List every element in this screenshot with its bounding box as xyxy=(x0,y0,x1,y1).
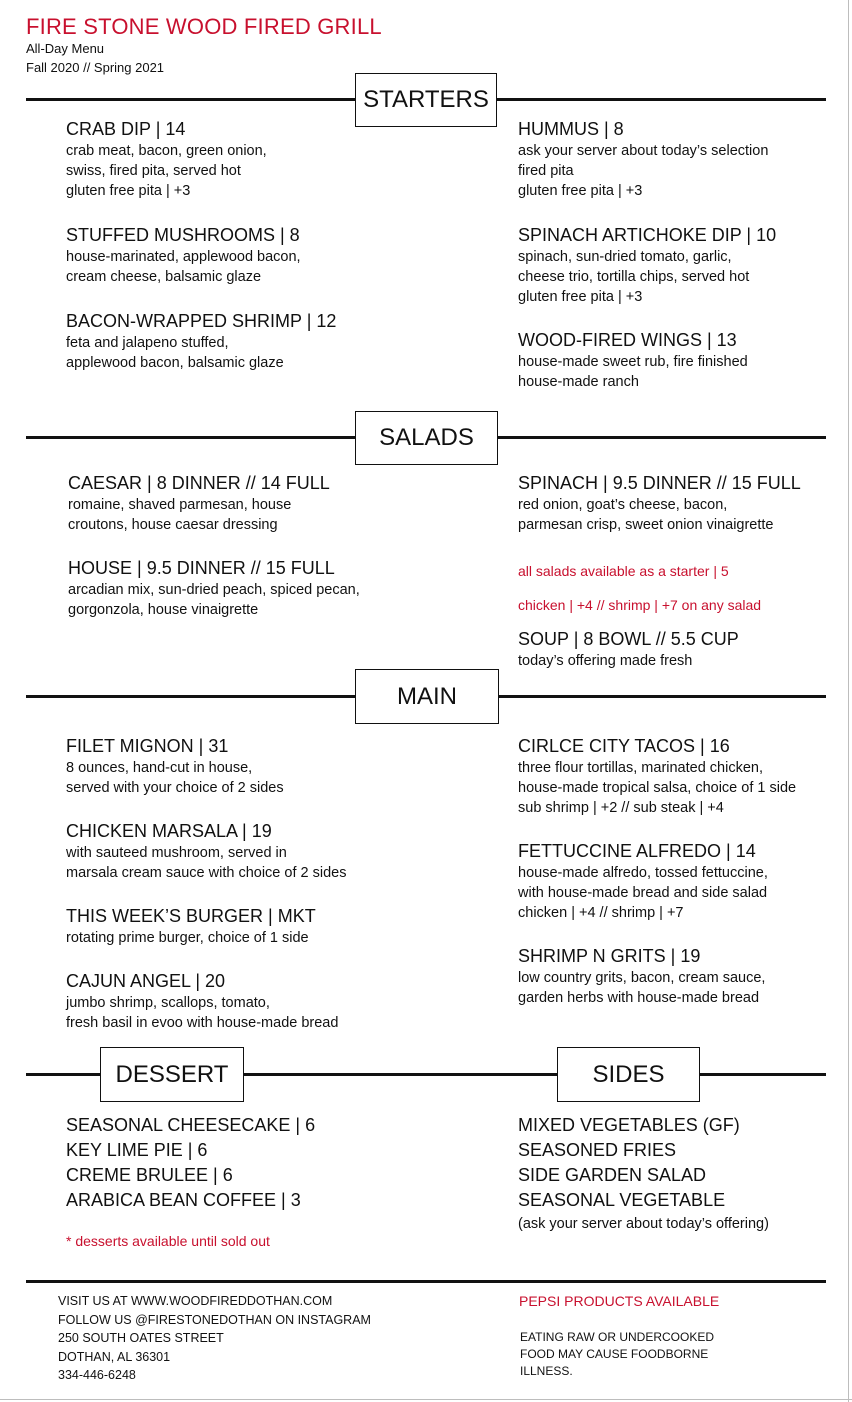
menu-item xyxy=(518,472,838,535)
item-desc: romaine, shaved parmesan, house xyxy=(68,497,292,513)
city-state-zip: DOTHAN, AL 36301 xyxy=(58,1349,171,1364)
side-item: SIDE GARDEN SALAD xyxy=(518,1165,707,1185)
dessert-heading: DESSERT xyxy=(100,1047,244,1102)
item-desc: house-made sweet rub, fire finished xyxy=(518,354,748,370)
item-desc: gluten free pita | +3 xyxy=(518,183,643,199)
warning-line: FOOD MAY CAUSE FOODBORNE xyxy=(520,1347,709,1361)
item-name: SHRIMP N GRITS | 19 xyxy=(518,946,701,966)
item-desc: 8 ounces, hand-cut in house, xyxy=(66,760,253,776)
item-name: HOUSE | 9.5 DINNER // 15 FULL xyxy=(68,558,335,578)
menu-season: Fall 2020 // Spring 2021 xyxy=(26,60,165,75)
dessert-note: * desserts available until sold out xyxy=(66,1233,270,1249)
item-desc: swiss, fired pita, served hot xyxy=(66,163,241,179)
item-desc: gluten free pita | +3 xyxy=(518,289,643,305)
item-desc: with sauteed mushroom, served in xyxy=(66,845,287,861)
item-desc: parmesan crisp, sweet onion vinaigrette xyxy=(518,517,774,533)
item-desc: croutons, house caesar dressing xyxy=(68,517,278,533)
food-safety-warning xyxy=(520,1329,714,1380)
sides-list xyxy=(518,1113,838,1234)
menu-item xyxy=(66,820,416,883)
item-name: SPINACH ARTICHOKE DIP | 10 xyxy=(518,225,777,245)
main-heading: MAIN xyxy=(355,669,499,724)
sides-heading: SIDES xyxy=(557,1047,700,1102)
item-desc: gluten free pita | +3 xyxy=(66,183,191,199)
item-desc: house-marinated, applewood bacon, xyxy=(66,249,301,265)
item-desc: rotating prime burger, choice of 1 side xyxy=(66,930,309,946)
menu-item xyxy=(66,118,386,201)
starters-heading: STARTERS xyxy=(355,73,497,127)
item-name: CRAB DIP | 14 xyxy=(66,119,186,139)
instagram-line: FOLLOW US @FIRESTONEDOTHAN ON INSTAGRAM xyxy=(58,1312,371,1327)
item-name: FETTUCCINE ALFREDO | 14 xyxy=(518,841,756,861)
menu-item xyxy=(68,472,408,535)
item-name: WOOD-FIRED WINGS | 13 xyxy=(518,330,737,350)
item-name: BACON-WRAPPED SHRIMP | 12 xyxy=(66,311,337,331)
item-desc: gorgonzola, house vinaigrette xyxy=(68,602,259,618)
item-desc: served with your choice of 2 sides xyxy=(66,780,284,796)
menu-item xyxy=(66,735,416,798)
item-desc: fired pita xyxy=(518,163,574,179)
item-name: CIRLCE CITY TACOS | 16 xyxy=(518,736,730,756)
salads-right-column xyxy=(518,472,838,535)
item-desc: sub shrimp | +2 // sub steak | +4 xyxy=(518,800,724,816)
item-desc: crab meat, bacon, green onion, xyxy=(66,143,267,159)
item-desc: fresh basil in evoo with house-made bread xyxy=(66,1015,339,1031)
main-left-column xyxy=(66,735,416,1033)
item-name: STUFFED MUSHROOMS | 8 xyxy=(66,225,300,245)
item-desc: house-made alfredo, tossed fettuccine, xyxy=(518,865,768,881)
menu-item xyxy=(518,735,838,818)
item-desc: low country grits, bacon, cream sauce, xyxy=(518,970,766,986)
dessert-item: ARABICA BEAN COFFEE | 3 xyxy=(66,1190,301,1210)
starters-right-column xyxy=(518,118,828,392)
item-desc: chicken | +4 // shrimp | +7 xyxy=(518,905,684,921)
item-desc: three flour tortillas, marinated chicken, xyxy=(518,760,763,776)
item-desc: applewood bacon, balsamic glaze xyxy=(66,355,284,371)
dessert-item: SEASONAL CHEESECAKE | 6 xyxy=(66,1115,316,1135)
item-desc: jumbo shrimp, scallops, tomato, xyxy=(66,995,270,1011)
menu-item xyxy=(66,224,386,287)
dessert-item: KEY LIME PIE | 6 xyxy=(66,1140,208,1160)
restaurant-title: FIRE STONE WOOD FIRED GRILL xyxy=(26,14,382,39)
footer-divider xyxy=(26,1280,826,1283)
warning-line: ILLNESS. xyxy=(520,1364,573,1378)
item-desc: red onion, goat’s cheese, bacon, xyxy=(518,497,728,513)
item-desc: house-made ranch xyxy=(518,374,639,390)
menu-item xyxy=(518,224,828,307)
starters-left-column xyxy=(66,118,386,373)
item-desc: house-made tropical salsa, choice of 1 side xyxy=(518,780,797,796)
warning-line: EATING RAW OR UNDERCOOKED xyxy=(520,1330,715,1344)
page-border-right xyxy=(848,0,849,1402)
dessert-list xyxy=(66,1113,386,1213)
item-desc: spinach, sun-dried tomato, garlic, xyxy=(518,249,732,265)
item-name: HUMMUS | 8 xyxy=(518,119,624,139)
menu-item xyxy=(518,329,828,392)
item-desc: with house-made bread and side salad xyxy=(518,885,768,901)
item-desc: cream cheese, balsamic glaze xyxy=(66,269,262,285)
item-desc: arcadian mix, sun-dried peach, spiced pecan, xyxy=(68,582,360,598)
contact-info xyxy=(58,1292,371,1385)
street-address: 250 SOUTH OATES STREET xyxy=(58,1331,224,1345)
item-desc: ask your server about today’s selection xyxy=(518,143,769,159)
page-border-bottom xyxy=(0,1399,852,1400)
menu-item xyxy=(68,557,408,620)
side-item: MIXED VEGETABLES (GF) xyxy=(518,1115,740,1135)
pepsi-note: PEPSI PRODUCTS AVAILABLE xyxy=(519,1293,720,1309)
item-desc: marsala cream sauce with choice of 2 sides xyxy=(66,865,347,881)
menu-item xyxy=(66,310,386,373)
item-name: SOUP | 8 BOWL // 5.5 CUP xyxy=(518,629,739,649)
side-item: SEASONED FRIES xyxy=(518,1140,677,1160)
website-line: VISIT US AT WWW.WOODFIREDDOTHAN.COM xyxy=(58,1294,333,1308)
menu-name: All-Day Menu xyxy=(26,41,105,56)
salads-left-column xyxy=(68,472,408,620)
main-right-column xyxy=(518,735,838,1008)
item-name: CAJUN ANGEL | 20 xyxy=(66,971,226,991)
item-desc: cheese trio, tortilla chips, served hot xyxy=(518,269,750,285)
soup-item xyxy=(518,628,838,671)
dessert-item: CREME BRULEE | 6 xyxy=(66,1165,233,1185)
menu-item xyxy=(518,945,838,1008)
menu-item xyxy=(518,118,828,201)
salads-heading: SALADS xyxy=(355,411,498,465)
phone-number: 334-446-6248 xyxy=(58,1368,136,1382)
item-desc: feta and jalapeno stuffed, xyxy=(66,335,229,351)
menu-item xyxy=(66,905,416,948)
sides-note: (ask your server about today’s offering) xyxy=(518,1216,769,1232)
item-name: CHICKEN MARSALA | 19 xyxy=(66,821,272,841)
item-name: CAESAR | 8 DINNER // 14 FULL xyxy=(68,473,330,493)
item-desc: garden herbs with house-made bread xyxy=(518,990,760,1006)
item-name: SPINACH | 9.5 DINNER // 15 FULL xyxy=(518,473,801,493)
menu-item xyxy=(66,970,416,1033)
menu-item xyxy=(518,840,838,923)
item-desc: today’s offering made fresh xyxy=(518,653,693,669)
salad-addon-note: chicken | +4 // shrimp | +7 on any salad xyxy=(518,597,762,613)
item-name: THIS WEEK’S BURGER | MKT xyxy=(66,906,316,926)
salad-starter-note: all salads available as a starter | 5 xyxy=(518,563,729,579)
side-item: SEASONAL VEGETABLE xyxy=(518,1190,726,1210)
item-name: FILET MIGNON | 31 xyxy=(66,736,229,756)
